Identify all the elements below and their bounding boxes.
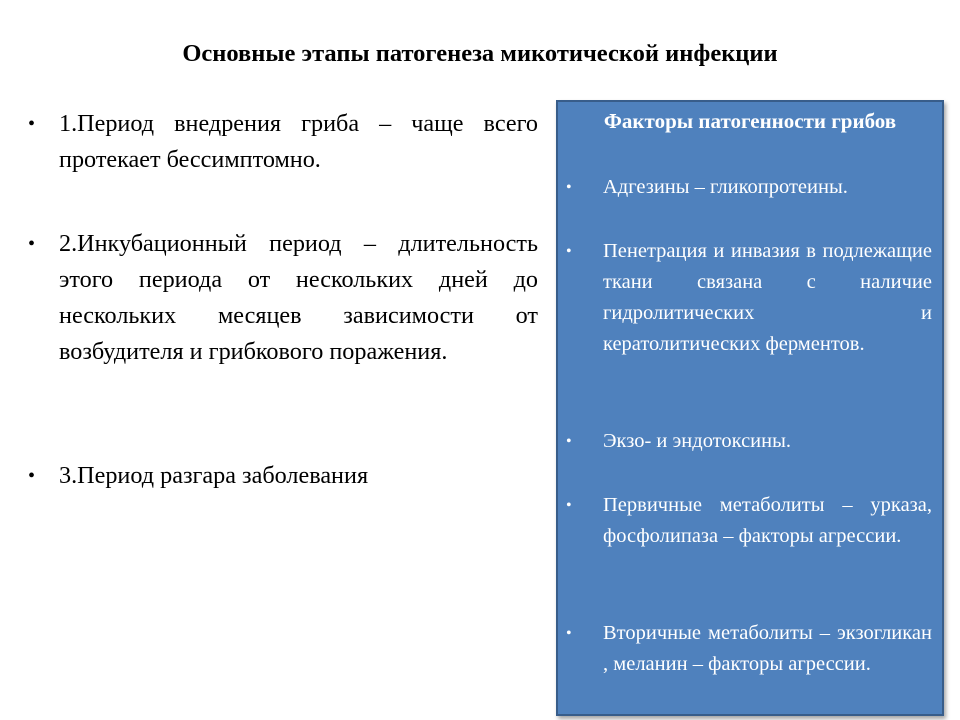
- panel-list-item: [566, 172, 932, 203]
- list-item-text: 2.Инкубационный период – длительность этого периода от нескольких дней до нескольких месяцев зависимости от возбудителя и грибкового поражения.: [59, 230, 538, 365]
- panel-item-text: Вторичные метаболиты – экзогликан , меланин – факторы агрессии.: [603, 622, 932, 675]
- bullet-icon: •: [28, 113, 36, 135]
- panel-list-item: [566, 490, 932, 552]
- bullet-icon: •: [566, 497, 572, 514]
- panel-item-text: Экзо- и эндотоксины.: [603, 430, 792, 452]
- list-item-text: 3.Период разгара заболевания: [59, 462, 369, 489]
- pathogenicity-factors-panel: [556, 100, 944, 716]
- bullet-icon: •: [566, 243, 572, 260]
- bullet-icon: •: [28, 465, 36, 487]
- bullet-icon: •: [566, 179, 572, 196]
- panel-list-item: [566, 236, 932, 360]
- panel-list-item: [566, 618, 932, 680]
- panel-title: Факторы патогенности грибов: [603, 109, 897, 133]
- slide-title: Основные этапы патогенеза микотической инфекции: [182, 40, 778, 67]
- bullet-icon: •: [566, 433, 572, 450]
- bullet-icon: •: [28, 233, 36, 255]
- panel-list-item: [566, 426, 932, 457]
- panel-item-text: Пенетрация и инвазия в подлежащие ткани связана с наличие гидролитических и кератолитических ферментов.: [603, 240, 932, 355]
- panel-item-text: Адгезины – гликопротеины.: [603, 176, 848, 198]
- list-item: [28, 458, 538, 494]
- list-item: [28, 226, 538, 370]
- list-item-text: 1.Период внедрения гриба – чаще всего протекает бессимптомно.: [59, 110, 538, 173]
- panel-item-text: Первичные метаболиты – урказа, фосфолипаза – факторы агрессии.: [603, 494, 932, 547]
- list-item: [28, 106, 538, 178]
- bullet-icon: •: [566, 625, 572, 642]
